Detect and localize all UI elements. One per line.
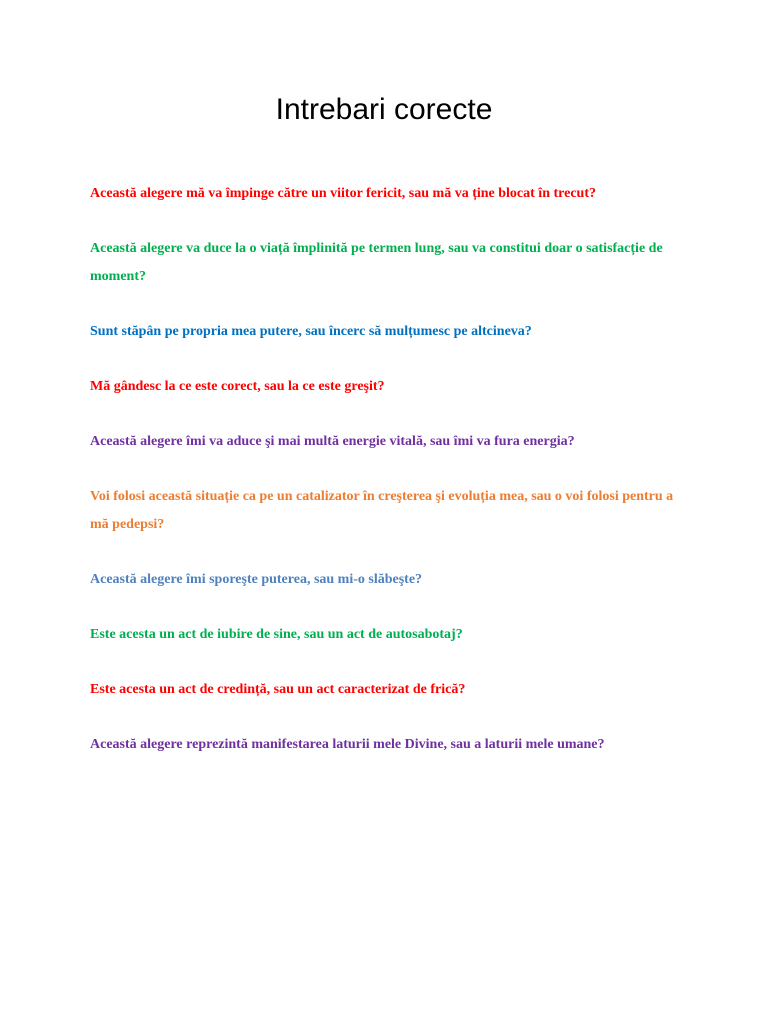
question-item: Această alegere reprezintă manifestarea laturii mele Divine, sau a laturii mele umane? xyxy=(90,737,605,752)
question-item: Este acesta un act de credință, sau un act caracterizat de frică? xyxy=(90,682,466,697)
question-item: Sunt stăpân pe propria mea putere, sau încerc să mulțumesc pe altcineva? xyxy=(90,324,532,339)
question-item: Această alegere va duce la o viață împlinită pe termen lung, sau va constitui doar o satisfacție de moment? xyxy=(90,241,663,284)
question-item: Această alegere mă va împinge către un viitor fericit, sau mă va ține blocat în trecut? xyxy=(90,186,596,201)
question-item: Voi folosi această situație ca pe un catalizator în creşterea şi evoluția mea, sau o voi folosi pentru a mă pedepsi? xyxy=(90,489,674,532)
question-item: Mă gândesc la ce este corect, sau la ce este greşit? xyxy=(90,379,385,394)
question-item: Este acesta un act de iubire de sine, sau un act de autosabotaj? xyxy=(90,627,463,642)
question-list xyxy=(90,180,690,786)
question-item: Această alegere îmi sporeşte puterea, sau mi-o slăbeşte? xyxy=(90,572,423,587)
question-item: Această alegere îmi va aduce şi mai multă energie vitală, sau îmi va fura energia? xyxy=(90,434,575,449)
page-title: Intrebari corecte xyxy=(275,93,493,126)
